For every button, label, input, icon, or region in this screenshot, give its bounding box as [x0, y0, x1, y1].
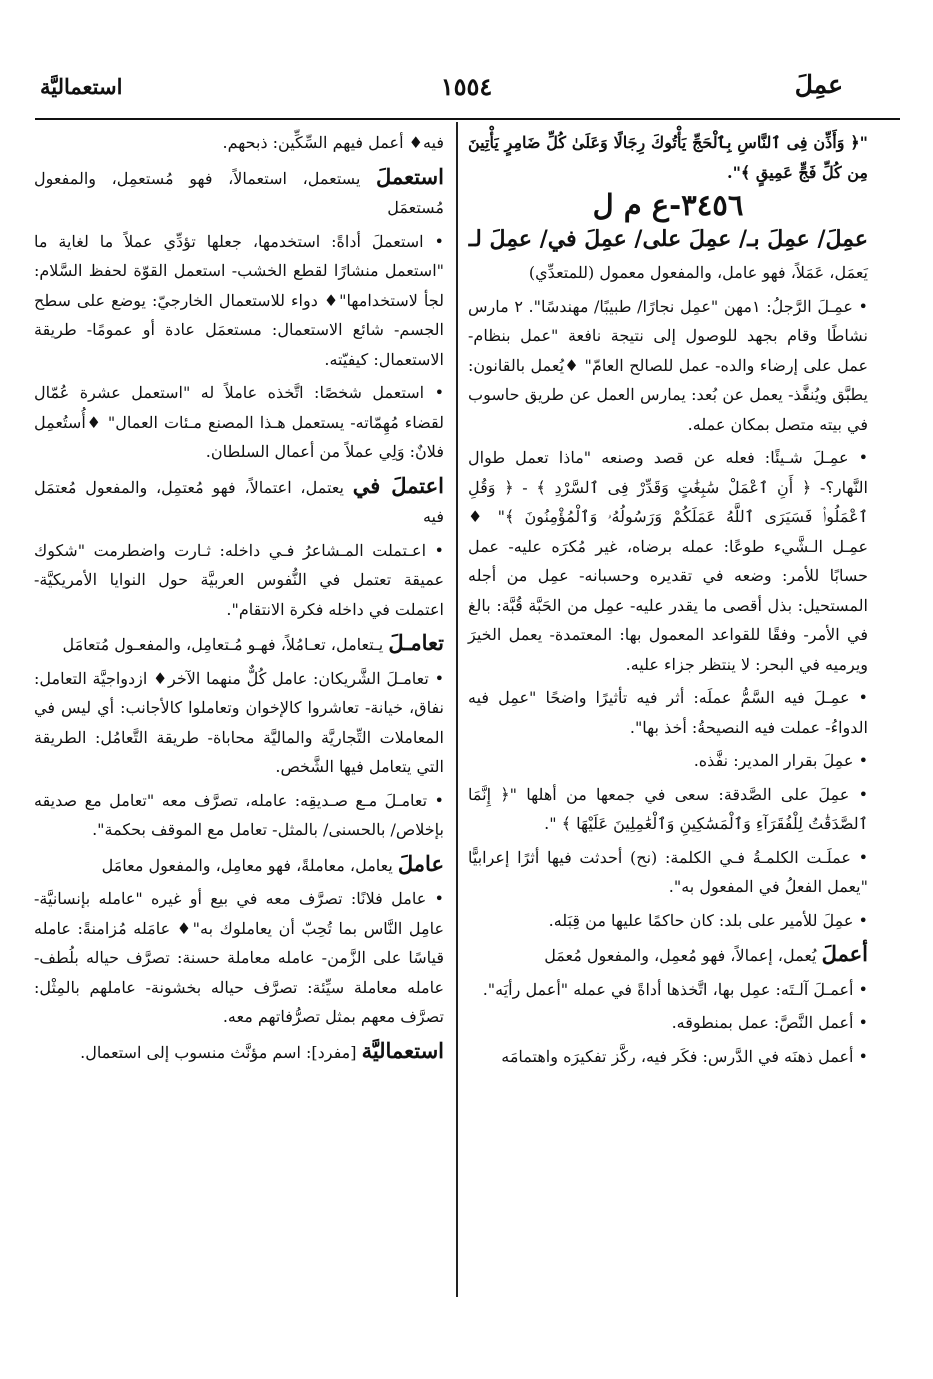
- entry-text: يستعمل، استعمالاً، فهو مُستعمِل، والمفعول مُستعمَل: [34, 168, 444, 217]
- definition-paragraph: • أعمل ذهنَه في الدَّرس: فكَر فيه، ركَّز تفكيرَه واهتمامَه: [501, 1046, 868, 1066]
- headword: أعملَ: [821, 941, 868, 966]
- entry-paragraph: [34, 471, 444, 532]
- definition-paragraph: • اعـتملت المـشاعرُ فـي داخله: ثـارت واضطرمت "شكوك عميقة تعتمل في النُّفوس العربيَّة حول النوايا الأمريكيَّة- اعتملت في داخله فكرة الانتقام".: [34, 540, 444, 619]
- headword: عاملَ: [397, 850, 444, 876]
- running-head-left: استعماليَّة: [40, 74, 123, 99]
- entry-paragraph: [34, 162, 444, 223]
- entry-text: يـتعامل، تعـامُلاً، فهـو مُـتعامِل، والمفعـول مُتعامَل: [62, 635, 389, 654]
- entry-paragraph: [34, 849, 444, 881]
- header-rule: [35, 118, 900, 120]
- right-column: [468, 128, 868, 1075]
- definition-paragraph: • عامل فلانًا: تصرَّف معه في بيع أو غيره "عامله بإنسانيَّة- عامِل النَّاس بما تُحِبّ أن يعاملوك به"♦ عامَله مُزامنةً: عامله قياسًا على الزَّمن- عامله معاملة حسنة: تصرَّف حياله بلُطف- عامله معاملة سيِّئة: تصرَّف حياله بخشونة- عاملهم بالمِثْل: تصرَّف معهم بمثل تصرُّفاتهم معه.: [34, 889, 444, 1026]
- definition-paragraph: • تعامـلَ مـع صـديقِه: عامله، تصرَّف معه "تعامل مع صديقه بإخلاص/ بالحسنى/ بالمثل- تعامل مع الموقف بحكمة".: [34, 790, 444, 839]
- entry-paragraph: [34, 1036, 444, 1068]
- entry-text: يعتمل، اعتمالاً، فهو مُعتمِل، والمفعول مُعتمَل فيه: [34, 477, 444, 526]
- definition-paragraph: • استعملَ أداةً: استخدمها، جعلها تؤدِّي عملاً ما لغاية ما "استعمل منشارًا لقطع الخشب- استعمل القوّة لحفظ السَّلام: لجأ لاستخدامها"♦ دواء للاستعمال الخارجيّ: يوضع على سطح الجسم- شائع الاستعمال: مستعمَل عادة أو عمومًا- طريقة الاستعمال: كيفيّته.: [34, 231, 444, 369]
- quran-citation: "﴿ وَأَذِّن فِى ٱلنَّاسِ بِٱلْحَجِّ يَأْتُوكَ رِجَالًا وَعَلَىٰ كُلِّ ضَامِرٍ يَأْتِينَ مِن كُلِّ فَجٍّ عَمِيقٍ ﴾".: [468, 133, 868, 182]
- definition-paragraph: • عملَـت الكلمـةُ فـي الكلمة: (نح) أحدثت فيها أثرًا إعرابيًّا "يعمل الفعلُ في المفعول به".: [468, 847, 868, 896]
- definition-paragraph: • عمِلَ بقرار المدير: نفَّذه.: [693, 751, 868, 770]
- headword: اعتملَ في: [352, 472, 445, 498]
- entry-text: يُعمل، إعمالاً، فهو مُعمِل، والمفعول مُعمَل: [544, 946, 822, 965]
- definition-paragraph: فيه♦ أعمل فيهم السِّكِّين: ذبحهم.: [222, 133, 444, 152]
- root-heading: ٣٤٥٦-ع م ل: [592, 188, 744, 222]
- definition-paragraph: • أعمل النَّصَّ: عمل بمنطوقه.: [671, 1013, 868, 1032]
- definition-paragraph: • استعمل شخصًا: اتَّخذه عاملاً له "استعمل عشرة عُمّال لقضاء مُهِمّاته- يستعمل هـذا المصنع مـئات العمال" ♦أُستُعمِل فلانٌ: وَلِي عملاً من أعمال السلطان.: [34, 383, 444, 461]
- page-number: ١٥٥٤: [440, 72, 493, 101]
- entry-text: [مفرد]: اسم مؤنَّث منسوب إلى استعمال.: [80, 1042, 362, 1062]
- headword: استعملَ: [376, 163, 444, 189]
- definition-paragraph: • عمِـلَ فيه السَّمُّ عملَه: أثر فيه تأثيرًا واضحًا "عمِل فيه الدواءُ- عملت فيه النصيحةُ: أخذ بها".: [468, 688, 868, 737]
- definition-paragraph: • أعمـلَ آلـتَه: عمِل بها، اتَّخذها أداةً في عمله "أعمل رأيَه".: [482, 979, 868, 999]
- entry-paragraph: [34, 628, 444, 660]
- headword: استعماليَّة: [361, 1037, 444, 1063]
- left-column: [34, 128, 444, 1071]
- verb-forms-heading: عمِلَ/ عمِلَ بـ/ عمِلَ على/ عمِلَ في/ عمِلَ لـ: [468, 225, 868, 252]
- page-header: [30, 70, 903, 110]
- definition-paragraph: يَعمَل، عَمَلاً، فهو عامل، والمفعول معمول (للمتعدِّي): [528, 263, 868, 282]
- running-head-right: عمِلَ: [794, 70, 843, 99]
- entry-text: يعامل، معاملةً، فهو معامِل، والمفعول معامَل: [101, 855, 398, 875]
- definition-paragraph: • عمِـلَ شـيئًا: فعله عن قصد وصنعه "ماذا تعمل طوال النَّهار؟- ﴿ أَنِ ٱعْمَلْ سَٰبِغَٰتٍ وَقَدِّرْ فِى ٱلسَّرْدِ ﴾ - ﴿ وَقُلِ ٱعْمَلُوا۟ فَسَيَرَى ٱللَّهُ عَمَلَكُمْ وَرَسُولُهُۥ وَٱلْمُؤْمِنُونَ ﴾" ♦ عمِـل الـشَّيء طوعًا: عمله برضاه، غير مُكرَه عليه- عمل حسابًا للأمر: وضعه في تقديره وحسبانه- عمِل من أجله المستحيل: بذل أقصى ما يقدر عليه- عمِل من الحَبَّة قُبَّة: بالغ في الأمر- وفقًا للقواعد المعمول بها: المعتمدة- يعمل الخيرَ ويرميه في البحر: لا ينتظر جزاء عليه.: [468, 448, 868, 674]
- headword: تعامـلَ: [388, 630, 444, 655]
- definition-paragraph: • عمِـلَ الرَّجلُ: ١مهن "عمِل نجارًا/ طبيبًا/ مهندسًا". ٢ مارس نشاطًا وقام بجهد للوصول إلى نتيجة نافعة "عمل بنظام- عمل على إرضاء والده- عمل للصالح العامّ" ♦يُعمل بالقانون: يطبَّق ويُنفَّذ- يعمل عن بُعد: يمارس العمل عن طريق حاسوب في بيته متصل بمكان عمله.: [468, 296, 868, 434]
- definition-paragraph: • عمِلَ للأمير على بلد: كان حاكمًا عليها من قِبَله.: [548, 910, 868, 930]
- definition-paragraph: • تعامـلَ الشَّريكان: عامل كُلٌّ منهما الآخر♦ ازدواجيَّة التعامل: نفاق، خيانة- تعاشروا كالإخوان وتعاملوا كالأجانب: أي ليس في المعاملات التِّجاريَّة والماليَّة محاباة- طريقة التَّعامُل: الطريقة التي يتعامل فيها الشَّخص.: [34, 668, 444, 776]
- column-divider: [456, 122, 458, 1297]
- definition-paragraph: • عمِلَ على الصَّدقة: سعى في جمعها من أهلها "﴿ إِنَّمَا ٱلصَّدَقَٰتُ لِلْفُقَرَآءِ وَٱلْمَسَٰكِينِ وَٱلْعَٰمِلِينَ عَلَيْهَا ﴾ ".: [468, 784, 868, 833]
- entry-paragraph: [468, 939, 868, 971]
